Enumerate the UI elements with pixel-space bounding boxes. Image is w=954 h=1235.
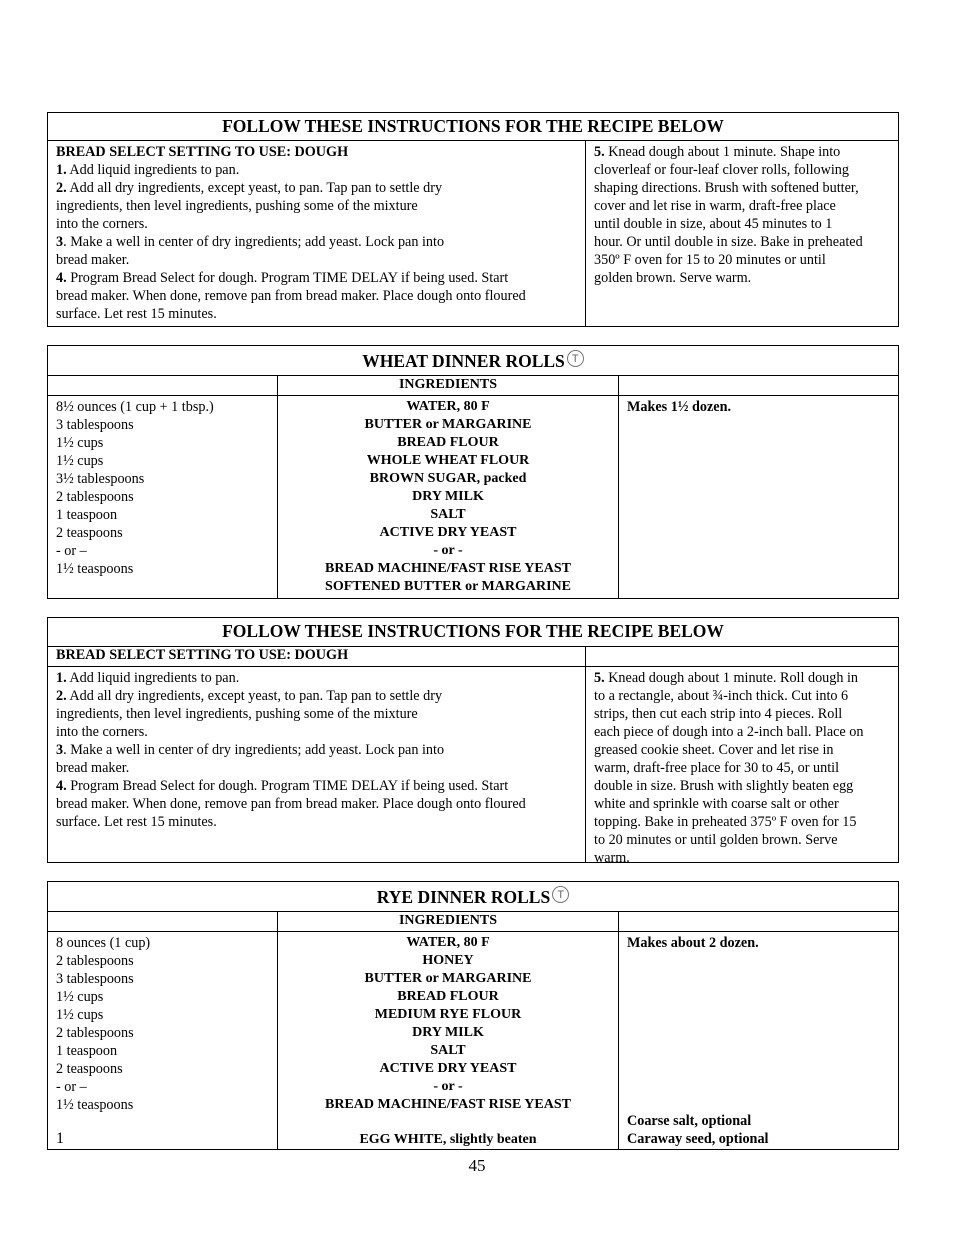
step-5-line	[594, 215, 890, 233]
amount: 1½ teaspoons	[56, 1097, 134, 1113]
amount: 8 ounces (1 cup)	[56, 935, 151, 951]
ingredient: WATER, 80 F	[406, 935, 490, 950]
step-text: into the corners.	[56, 724, 148, 740]
amounts-column	[48, 396, 277, 599]
instruction-line	[56, 215, 577, 233]
step-5-line	[594, 723, 890, 741]
step-number: 1.	[56, 162, 67, 178]
step-text: shaping directions. Brush with softened butter,	[594, 180, 859, 196]
step-5-line	[594, 813, 890, 831]
step-text: . Make a well in center of dry ingredients; add yeast. Lock pan into	[63, 234, 445, 250]
step-5-line	[594, 795, 890, 813]
step-text: ingredients, then level ingredients, pushing some of the mixture	[56, 198, 418, 214]
ingredients-column	[277, 396, 618, 599]
amount: 1½ cups	[56, 989, 104, 1005]
amount: 3 tablespoons	[56, 417, 134, 433]
step-5-line	[594, 831, 890, 849]
instruction-line	[56, 287, 577, 305]
amount: 3½ tablespoons	[56, 471, 145, 487]
instruction-line	[56, 197, 577, 215]
step-text: topping. Bake in preheated 375º F oven for 15	[594, 814, 857, 830]
step-text: warm.	[594, 850, 630, 866]
step-5	[594, 143, 890, 287]
amount: 1½ teaspoons	[56, 561, 134, 577]
instruction-line	[56, 251, 577, 269]
instruction-line	[56, 795, 577, 813]
ingredient: - or -	[433, 543, 463, 558]
amounts-list	[56, 934, 269, 1114]
step-5-line	[594, 669, 890, 687]
step-text: warm, draft-free place for 30 to 45, or until	[594, 760, 840, 776]
recipe-wheat-dinner-rolls	[47, 345, 899, 599]
recipe-title: WHEAT DINNER ROLLS	[362, 351, 565, 371]
ingredient: BUTTER or MARGARINE	[364, 971, 532, 986]
step-text: surface. Let rest 15 minutes.	[56, 306, 217, 322]
step-5-line	[594, 179, 890, 197]
step-number: 5.	[594, 144, 605, 160]
step-text: Program Bread Select for dough. Program TIME DELAY if being used. Start	[66, 778, 509, 794]
instruction-line	[56, 777, 577, 795]
ingredient: DRY MILK	[412, 1025, 484, 1040]
instruction-steps	[56, 161, 577, 323]
step-text: Add all dry ingredients, except yeast, to pan. Tap pan to settle dry	[66, 688, 443, 704]
amount: 2 tablespoons	[56, 489, 134, 505]
step-5	[594, 669, 890, 867]
amount: 1 teaspoon	[56, 1043, 118, 1059]
amount-egg-white: 1	[56, 1130, 64, 1147]
step-number: 4.	[56, 778, 67, 794]
instruction-line	[56, 759, 577, 777]
step-5-line	[594, 143, 890, 161]
step-text: until double in size, about 45 minutes to 1	[594, 216, 833, 232]
step-number: 2.	[56, 688, 67, 704]
instruction-steps	[56, 669, 577, 831]
step-text: bread maker.	[56, 760, 130, 776]
ingredient: SALT	[430, 507, 466, 522]
instructions-header: FOLLOW THESE INSTRUCTIONS FOR THE RECIPE BELOW	[48, 113, 898, 141]
amount: 1 teaspoon	[56, 507, 118, 523]
step-text: Program Bread Select for dough. Program TIME DELAY if being used. Start	[66, 270, 509, 286]
amount: - or –	[56, 543, 87, 559]
step-text: white and sprinkle with coarse salt or other	[594, 796, 839, 812]
step-text: Add all dry ingredients, except yeast, to pan. Tap pan to settle dry	[66, 180, 443, 196]
step-text: surface. Let rest 15 minutes.	[56, 814, 217, 830]
recipe-title-row	[48, 882, 898, 912]
instruction-line	[56, 179, 577, 197]
amount: 1½ cups	[56, 453, 104, 469]
ingredient: BUTTER or MARGARINE	[364, 417, 532, 432]
header-spacer	[48, 912, 277, 931]
t-timer-icon: T	[567, 350, 584, 367]
header-spacer	[618, 912, 898, 931]
header-spacer	[618, 376, 898, 395]
step-5-line	[594, 777, 890, 795]
step-text: golden brown. Serve warm.	[594, 270, 752, 286]
instruction-line	[56, 705, 577, 723]
header-spacer	[48, 376, 277, 395]
amount: 2 tablespoons	[56, 953, 134, 969]
step-text: cover and let rise in warm, draft-free place	[594, 198, 836, 214]
setting-label: BREAD SELECT SETTING TO USE: DOUGH	[56, 144, 349, 160]
instructions-right	[585, 141, 898, 326]
step-text: . Make a well in center of dry ingredients; add yeast. Lock pan into	[63, 742, 445, 758]
instruction-line	[56, 233, 577, 251]
amount: - or –	[56, 1079, 87, 1095]
step-5-line	[594, 687, 890, 705]
step-text: into the corners.	[56, 216, 148, 232]
instruction-line	[56, 269, 577, 287]
step-text: 350º F oven for 15 to 20 minutes or until	[594, 252, 826, 268]
step-text: strips, then cut each strip into 4 pieces. Roll	[594, 706, 843, 722]
recipe-title-row	[48, 346, 898, 376]
setting-spacer	[585, 647, 898, 666]
ingredient: ACTIVE DRY YEAST	[379, 1061, 517, 1076]
optional-item: Coarse salt, optional	[627, 1113, 752, 1129]
instruction-line	[56, 305, 577, 323]
step-text: hour. Or until double in size. Bake in preheated	[594, 234, 863, 250]
step-text: bread maker.	[56, 252, 130, 268]
step-5-line	[594, 233, 890, 251]
ingredient: SOFTENED BUTTER or MARGARINE	[325, 579, 571, 594]
step-text: cloverleaf or four-leaf clover rolls, following	[594, 162, 849, 178]
instruction-line	[56, 161, 577, 179]
yield: Makes about 2 dozen.	[627, 935, 759, 951]
step-text: Add liquid ingredients to pan.	[66, 670, 240, 686]
step-5-line	[594, 849, 890, 867]
amount: 8½ ounces (1 cup + 1 tbsp.)	[56, 399, 214, 415]
instructions-box-2	[47, 617, 899, 866]
step-text: ingredients, then level ingredients, pushing some of the mixture	[56, 706, 418, 722]
yield-column	[618, 932, 898, 1150]
step-5-line	[594, 741, 890, 759]
step-5-line	[594, 197, 890, 215]
step-text: bread maker. When done, remove pan from bread maker. Place dough onto floured	[56, 796, 526, 812]
amount: 1½ cups	[56, 1007, 104, 1023]
page-number: 45	[468, 1156, 486, 1175]
ingredient: HONEY	[422, 953, 474, 968]
ingredient: DRY MILK	[412, 489, 484, 504]
recipe-title: RYE DINNER ROLLS	[376, 887, 551, 907]
ingredients-column	[277, 932, 618, 1150]
ingredients-header: INGREDIENTS	[277, 912, 618, 931]
amount: 1½ cups	[56, 435, 104, 451]
instructions-right	[585, 667, 898, 866]
ingredient: BROWN SUGAR, packed	[369, 471, 527, 486]
yield: Makes 1½ dozen.	[627, 399, 732, 415]
ingredients-list	[286, 934, 610, 1114]
amount: 2 tablespoons	[56, 1025, 134, 1041]
instruction-line	[56, 741, 577, 759]
ingredient: BREAD FLOUR	[397, 435, 499, 450]
ingredient: - or -	[433, 1079, 463, 1094]
amount: 2 teaspoons	[56, 525, 123, 541]
ingredient: SALT	[430, 1043, 466, 1058]
step-5-line	[594, 759, 890, 777]
yield-column	[618, 396, 898, 599]
t-timer-icon: T	[552, 886, 569, 903]
ingredient: BREAD MACHINE/FAST RISE YEAST	[325, 561, 571, 576]
step-text: Add liquid ingredients to pan.	[66, 162, 240, 178]
step-number: 3	[56, 234, 64, 250]
optional-item: Caraway seed, optional	[627, 1131, 769, 1147]
ingredient: BREAD FLOUR	[397, 989, 499, 1004]
step-5-line	[594, 269, 890, 287]
instruction-line	[56, 669, 577, 687]
step-text: Knead dough about 1 minute. Shape into	[604, 144, 841, 160]
ingredient: MEDIUM RYE FLOUR	[374, 1007, 522, 1022]
step-text: to a rectangle, about ¾-inch thick. Cut into 6	[594, 688, 849, 704]
step-5-line	[594, 705, 890, 723]
ingredient: ACTIVE DRY YEAST	[379, 525, 517, 540]
step-number: 2.	[56, 180, 67, 196]
step-5-line	[594, 251, 890, 269]
step-text: Knead dough about 1 minute. Roll dough in	[604, 670, 859, 686]
ingredient: WHOLE WHEAT FLOUR	[366, 453, 530, 468]
step-text: greased cookie sheet. Cover and let rise in	[594, 742, 834, 758]
instruction-line	[56, 687, 577, 705]
step-number: 5.	[594, 670, 605, 686]
instruction-line	[56, 813, 577, 831]
step-text: bread maker. When done, remove pan from bread maker. Place dough onto floured	[56, 288, 526, 304]
step-text: each piece of dough into a 2-inch ball. Place on	[594, 724, 864, 740]
step-text: double in size. Brush with slightly beaten egg	[594, 778, 854, 794]
instructions-left	[48, 141, 585, 326]
step-number: 4.	[56, 270, 67, 286]
ingredient: BREAD MACHINE/FAST RISE YEAST	[325, 1097, 571, 1112]
optional-toppings	[627, 1112, 768, 1148]
step-number: 3	[56, 742, 64, 758]
ingredient: WATER, 80 F	[406, 399, 490, 414]
ingredients-header: INGREDIENTS	[277, 376, 618, 395]
amounts-column	[48, 932, 277, 1150]
amount: 3 tablespoons	[56, 971, 134, 987]
ingredient-egg-white: EGG WHITE, slightly beaten	[359, 1132, 537, 1147]
amount: 2 teaspoons	[56, 1061, 123, 1077]
step-5-line	[594, 161, 890, 179]
step-text: to 20 minutes or until golden brown. Serve	[594, 832, 838, 848]
step-number: 1.	[56, 670, 67, 686]
instructions-header: FOLLOW THESE INSTRUCTIONS FOR THE RECIPE BELOW	[48, 618, 898, 647]
instructions-left	[48, 667, 585, 863]
instruction-line	[56, 723, 577, 741]
instructions-box-1	[47, 112, 899, 327]
setting-label: BREAD SELECT SETTING TO USE: DOUGH	[56, 647, 349, 663]
recipe-rye-dinner-rolls	[47, 881, 899, 1150]
